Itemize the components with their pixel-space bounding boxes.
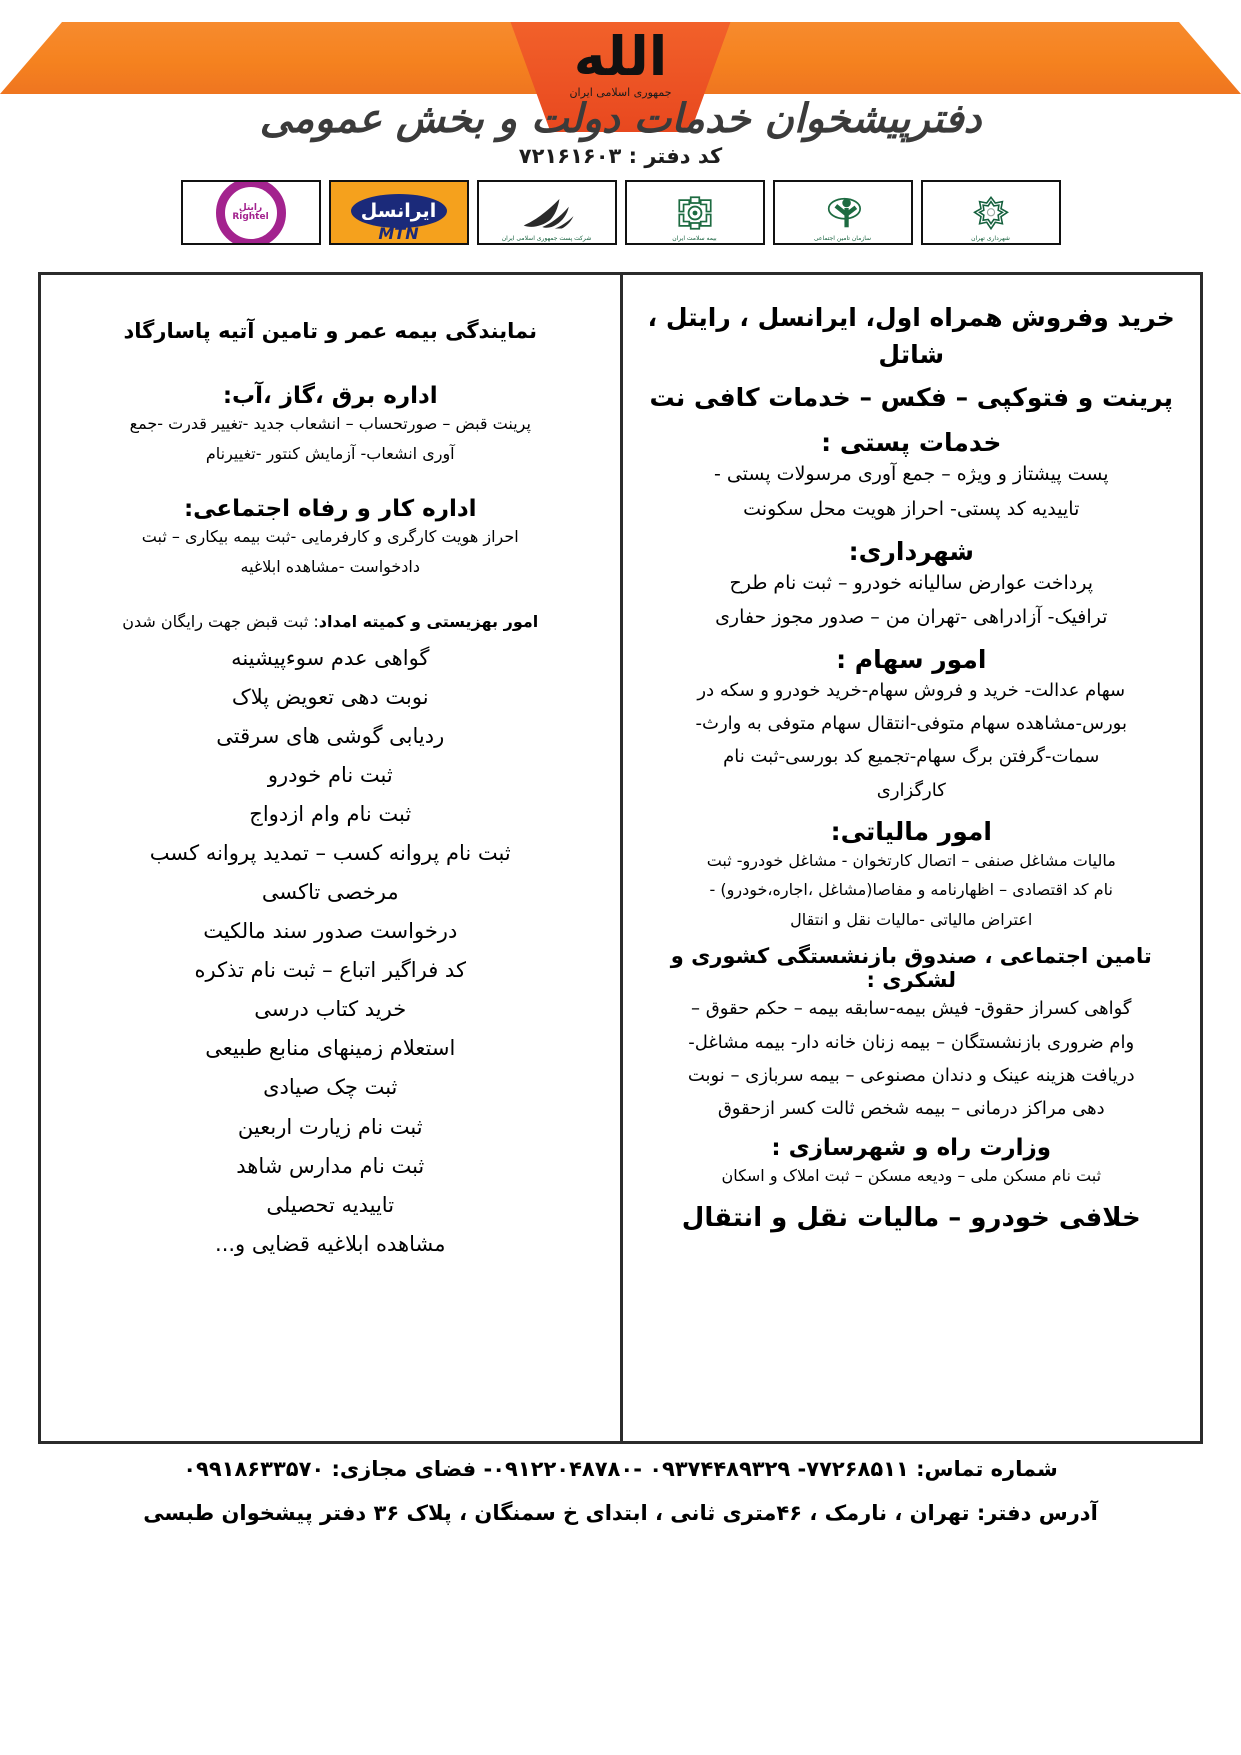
section-stocks [645, 645, 1179, 805]
post-iran-caption: شرکت پست جمهوری اسلامی ایران [501, 235, 592, 242]
top-spacer [63, 293, 598, 307]
section-social-security [645, 944, 1179, 1123]
section-roads-urban [645, 1135, 1179, 1189]
tamin-ejtemaei-logo [773, 180, 913, 245]
section-line: پرینت قبض – صورتحساب – انشعاب جدید -تغییر قدرت -جمع [129, 414, 531, 433]
section-line: دهی مراکز درمانی – بیمه شخص ثالت کسر ازحقوق [717, 1097, 1105, 1119]
list-item: مرخصی تاکسی [261, 880, 399, 905]
post-bird-icon [519, 194, 575, 232]
section-line: اعتراض مالیاتی -مالیات نقل و انتقال [790, 909, 1033, 929]
section-heading-utilities: اداره برق ،گاز ،آب: [222, 383, 438, 409]
right-services-column [620, 275, 1201, 1441]
section-line: سهام عدالت- خرید و فروش سهام-خرید خودرو و سکه در [697, 680, 1126, 702]
section-line: نام کد اقتصادی – اظهارنامه و مفاصا(مشاغل ،اجاره،خودرو) - [709, 880, 1113, 900]
section-line: سمات-گرفتن برگ سهام-تجمیع کد بورسی-ثبت نام [723, 746, 1100, 768]
section-line: گواهی کسراز حقوق- فیش بیمه-سابقه بیمه – حکم حقوق – [691, 998, 1132, 1020]
section-heading-postal: خدمات پستی : [821, 428, 1002, 457]
list-item: ثبت نام خودرو [267, 763, 393, 788]
bime-salamat-icon [672, 193, 718, 233]
shahrdari-tehran-logo [921, 180, 1061, 245]
section-line: وام ضروری بازنشستگان – بیمه زنان خانه دار- بیمه مشاغل- [688, 1031, 1135, 1053]
section-line: تاییدیه کد پستی- احراز هویت محل سکونت [743, 497, 1080, 520]
gap-after-agency [63, 345, 598, 371]
list-item: استعلام زمینهای منابع طبیعی [205, 1036, 456, 1061]
post-iran-logo [477, 180, 617, 245]
list-item: تاییدیه تحصیلی [266, 1192, 395, 1217]
page-header [0, 0, 1241, 262]
rightel-ring-icon [216, 180, 286, 245]
section-line: دریافت هزینه عینک و دندان مصنوعی – بیمه سربازی – نوبت [687, 1064, 1135, 1086]
partner-logos [0, 180, 1241, 245]
print-copy-title-line-2: پرینت و فتوکپی – فکس – خدمات کافی نت [649, 383, 1174, 412]
list-item: درخواست صدور سند مالکیت [203, 919, 458, 944]
list-item: نوبت دهی تعویض پلاک [231, 685, 429, 710]
page-title: دفترپیشخوان خدمات دولت و بخش عمومی [259, 96, 982, 142]
office-code: کد دفتر : ۷۲۱۶۱۶۰۳ [518, 144, 723, 168]
welfare-relief-heading: امور بهزیستی و کمیته امداد [318, 612, 539, 632]
contact-line: شماره تماس: ۷۷۲۶۸۵۱۱- ۰۹۳۷۴۴۸۹۳۲۹ -۰۹۱۲۲۰۴۸۷۸۰- فضای مجازی: ۰۹۹۱۸۶۳۳۵۷۰ [183, 1457, 1058, 1481]
insurance-agency-title: نمایندگی بیمه عمر و تامین آتیه پاسارگاد [123, 319, 537, 343]
list-item: ردیابی گوشی های سرقتی [216, 724, 445, 749]
gap-after-utilities [63, 470, 598, 484]
mobile-sales-title-line-1: خرید وفروش همراه اول، ایرانسل ، رایتل ، شاتل [647, 303, 1175, 369]
section-heading-labor-welfare: اداره کار و رفاه اجتماعی: [183, 496, 477, 523]
list-item: ثبت نام پروانه کسب – تمدید پروانه کسب [149, 841, 511, 866]
irancell-logo [329, 180, 469, 245]
shahrdari-tehran-caption: شهرداری تهران [971, 235, 1010, 242]
section-line: کارگزاری [876, 779, 946, 801]
list-item: مشاهده ابلاغیه قضایی و... [215, 1231, 446, 1256]
section-labor-welfare [63, 496, 598, 579]
list-item: ثبت نام وام ازدواج [249, 802, 412, 827]
address-line: آدرس دفتر: تهران ، نارمک ، ۴۶متری ثانی ، ابتدای خ سمنگان ، پلاک ۳۶ دفتر پیشخوان طبسی [143, 1500, 1098, 1525]
rightel-logo [181, 180, 321, 245]
irancell-wordmark: ایرانسل [351, 194, 447, 228]
tamin-ejtemaei-icon [819, 193, 867, 233]
list-item: ثبت نام زیارت اربعین [237, 1114, 423, 1139]
section-tax [645, 817, 1179, 933]
iran-emblem-caption: جمهوری اسلامی ایران [569, 86, 672, 99]
section-heading-municipality: شهرداری: [848, 536, 974, 566]
shahrdari-flower-icon [969, 193, 1013, 233]
vehicle-fines-line: خلافی خودرو – مالیات نقل و انتقال [681, 1202, 1141, 1233]
section-line: ترافیک- آزادراهی -تهران من – صدور مجوز حفاری [715, 606, 1108, 629]
gap-before-welfare [63, 583, 598, 609]
section-line: دادخواست -مشاهده ابلاغیه [240, 556, 420, 576]
section-postal [645, 428, 1179, 525]
bime-salamat-logo [625, 180, 765, 245]
list-item: ثبت چک صیادی [263, 1075, 398, 1100]
section-line: ثبت نام مسکن ملی – ودیعه مسکن – ثبت املاک و اسکان [721, 1166, 1102, 1186]
section-heading-roads-urban: وزارت راه و شهرسازی : [771, 1135, 1052, 1162]
rightel-wordmark: رایتل Rightel [232, 202, 269, 222]
mtn-wordmark: MTN [378, 224, 419, 243]
services-table [38, 272, 1203, 1444]
left-services-column [41, 275, 620, 1441]
section-line: پرداخت عوارض سالیانه خودرو – ثبت نام طرح [729, 571, 1094, 594]
section-heading-stocks: امور سهام : [836, 645, 987, 675]
list-item: گواهی عدم سوءپیشینه [231, 645, 430, 670]
section-municipality [645, 537, 1179, 634]
list-item: خرید کتاب درسی [254, 997, 407, 1022]
section-line: مالیات مشاغل صنفی – اتصال کارتخوان - مشاغل خودرو- ثبت [706, 850, 1116, 870]
iran-emblem-icon: الله [573, 25, 668, 88]
welfare-relief-text: : ثبت قبض جهت رایگان شدن [122, 612, 319, 632]
section-utilities [63, 383, 598, 466]
section-line: آوری انشعاب- آزمایش کنتور -تغییرنام [205, 443, 455, 463]
list-item: کد فراگیر اتباع – ثبت نام تذکره [194, 958, 466, 983]
page-footer [38, 1452, 1203, 1531]
list-item: ثبت نام مدارس شاهد [236, 1153, 425, 1178]
section-heading-social-security: تامین اجتماعی ، صندوق بازنشستگی کشوری و لشکری : [670, 944, 1152, 993]
section-line: پست پیشتاز و ویژه – جمع آوری مرسولات پستی - [713, 463, 1109, 485]
section-heading-tax: امور مالیاتی: [830, 816, 992, 846]
welfare-relief-line [63, 609, 598, 635]
section-line: بورس-مشاهده سهام متوفی-انتقال سهام متوفی به وارث- [695, 713, 1127, 735]
section-line: احراز هویت کارگری و کارفرمایی -ثبت بیمه بیکاری – ثبت [141, 527, 519, 547]
services-list [63, 639, 598, 1264]
tamin-ejtemaei-caption: سازمان تامین اجتماعی [813, 235, 872, 242]
bime-salamat-caption: بیمه سلامت ایران [672, 235, 717, 242]
